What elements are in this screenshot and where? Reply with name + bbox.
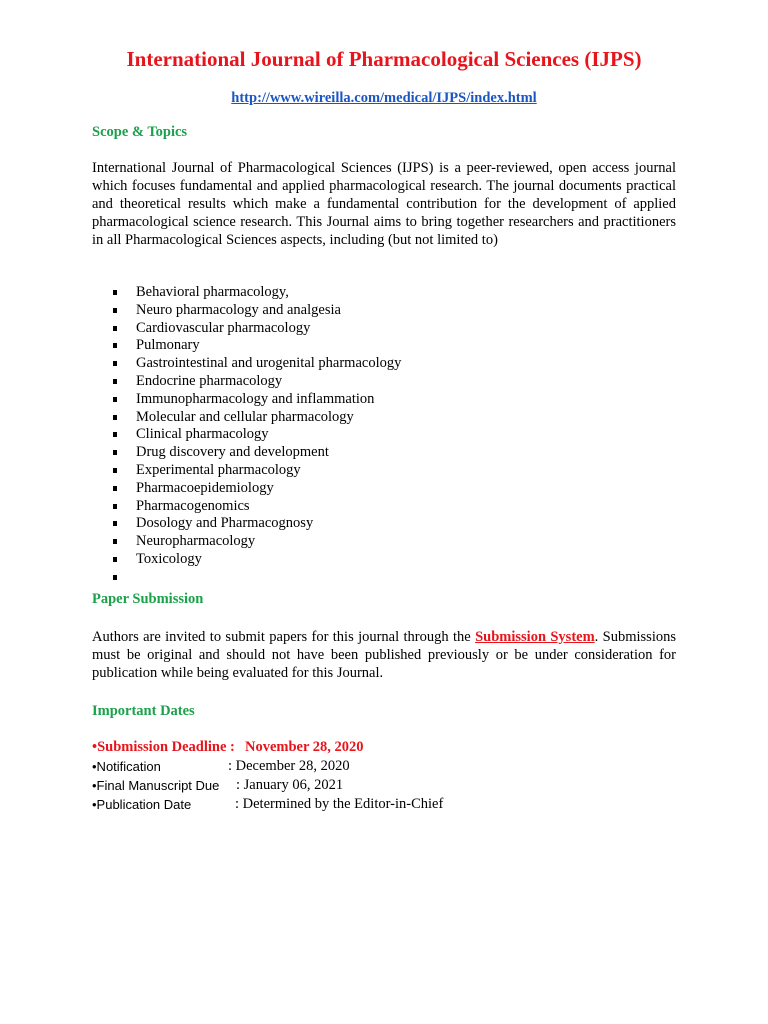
scope-intro: International Journal of Pharmacological Sciences (IJPS) is a peer-reviewed, open access journal which focuses fundamental and applied pharmacological research. The journal documents practical and theoretical results which make a fundamental contribution for the development of applied pharmacological science research. This Journal aims to bring together researchers and practitioners in all Pharmacological Sciences aspects, including (but not limited to) [92, 160, 676, 248]
square-bullet-icon [113, 432, 117, 437]
list-item: Gastrointestinal and urogenital pharmacology [92, 355, 676, 373]
list-item: Endocrine pharmacology [92, 373, 676, 391]
list-item [92, 569, 676, 587]
list-item: Clinical pharmacology [92, 426, 676, 444]
journal-title: International Journal of Pharmacological Sciences (IJPS) [126, 47, 642, 71]
square-bullet-icon [113, 486, 117, 491]
list-item: Cardiovascular pharmacology [92, 320, 676, 338]
list-item: Immunopharmacology and inflammation [92, 391, 676, 409]
square-bullet-icon [113, 326, 117, 331]
journal-url-link[interactable]: http://www.wireilla.com/medical/IJPS/index.html [231, 90, 537, 106]
square-bullet-icon [113, 361, 117, 366]
list-item: Experimental pharmacology [92, 462, 676, 480]
important-dates [92, 738, 676, 814]
list-item: Neuropharmacology [92, 533, 676, 551]
square-bullet-icon [113, 557, 117, 562]
square-bullet-icon [113, 450, 117, 455]
list-item: Pulmonary [92, 337, 676, 355]
list-item: Pharmacoepidemiology [92, 480, 676, 498]
scope-heading: Scope & Topics [92, 124, 188, 140]
list-item: Molecular and cellular pharmacology [92, 409, 676, 427]
list-item: Pharmacogenomics [92, 498, 676, 516]
date-row-notification: •Notification : December 28, 2020 [92, 758, 350, 774]
submission-heading: Paper Submission [92, 591, 204, 607]
submission-system-link[interactable]: Submission System [475, 629, 595, 645]
square-bullet-icon [113, 343, 117, 348]
date-row-submission-deadline: •Submission Deadline : November 28, 2020 [92, 739, 364, 755]
square-bullet-icon [113, 539, 117, 544]
date-row-publication: •Publication Date : Determined by the Editor-in-Chief [92, 796, 444, 812]
dates-heading: Important Dates [92, 703, 195, 719]
list-item: Dosology and Pharmacognosy [92, 515, 676, 533]
square-bullet-icon [113, 379, 117, 384]
list-item: Toxicology [92, 551, 676, 569]
list-item: Behavioral pharmacology, [92, 284, 676, 302]
square-bullet-icon [113, 575, 117, 580]
square-bullet-icon [113, 290, 117, 295]
topics-list [92, 284, 676, 587]
square-bullet-icon [113, 504, 117, 509]
date-row-final-manuscript: •Final Manuscript Due : January 06, 2021 [92, 777, 344, 793]
square-bullet-icon [113, 468, 117, 473]
list-item: Drug discovery and development [92, 444, 676, 462]
square-bullet-icon [113, 415, 117, 420]
square-bullet-icon [113, 521, 117, 526]
submission-paragraph: Authors are invited to submit papers for this journal through the Submission System. Submissions must be original and should not have been published previously or be under consideration for publication while being evaluated for this Journal. [92, 629, 676, 681]
square-bullet-icon [113, 397, 117, 402]
square-bullet-icon [113, 308, 117, 313]
list-item: Neuro pharmacology and analgesia [92, 302, 676, 320]
